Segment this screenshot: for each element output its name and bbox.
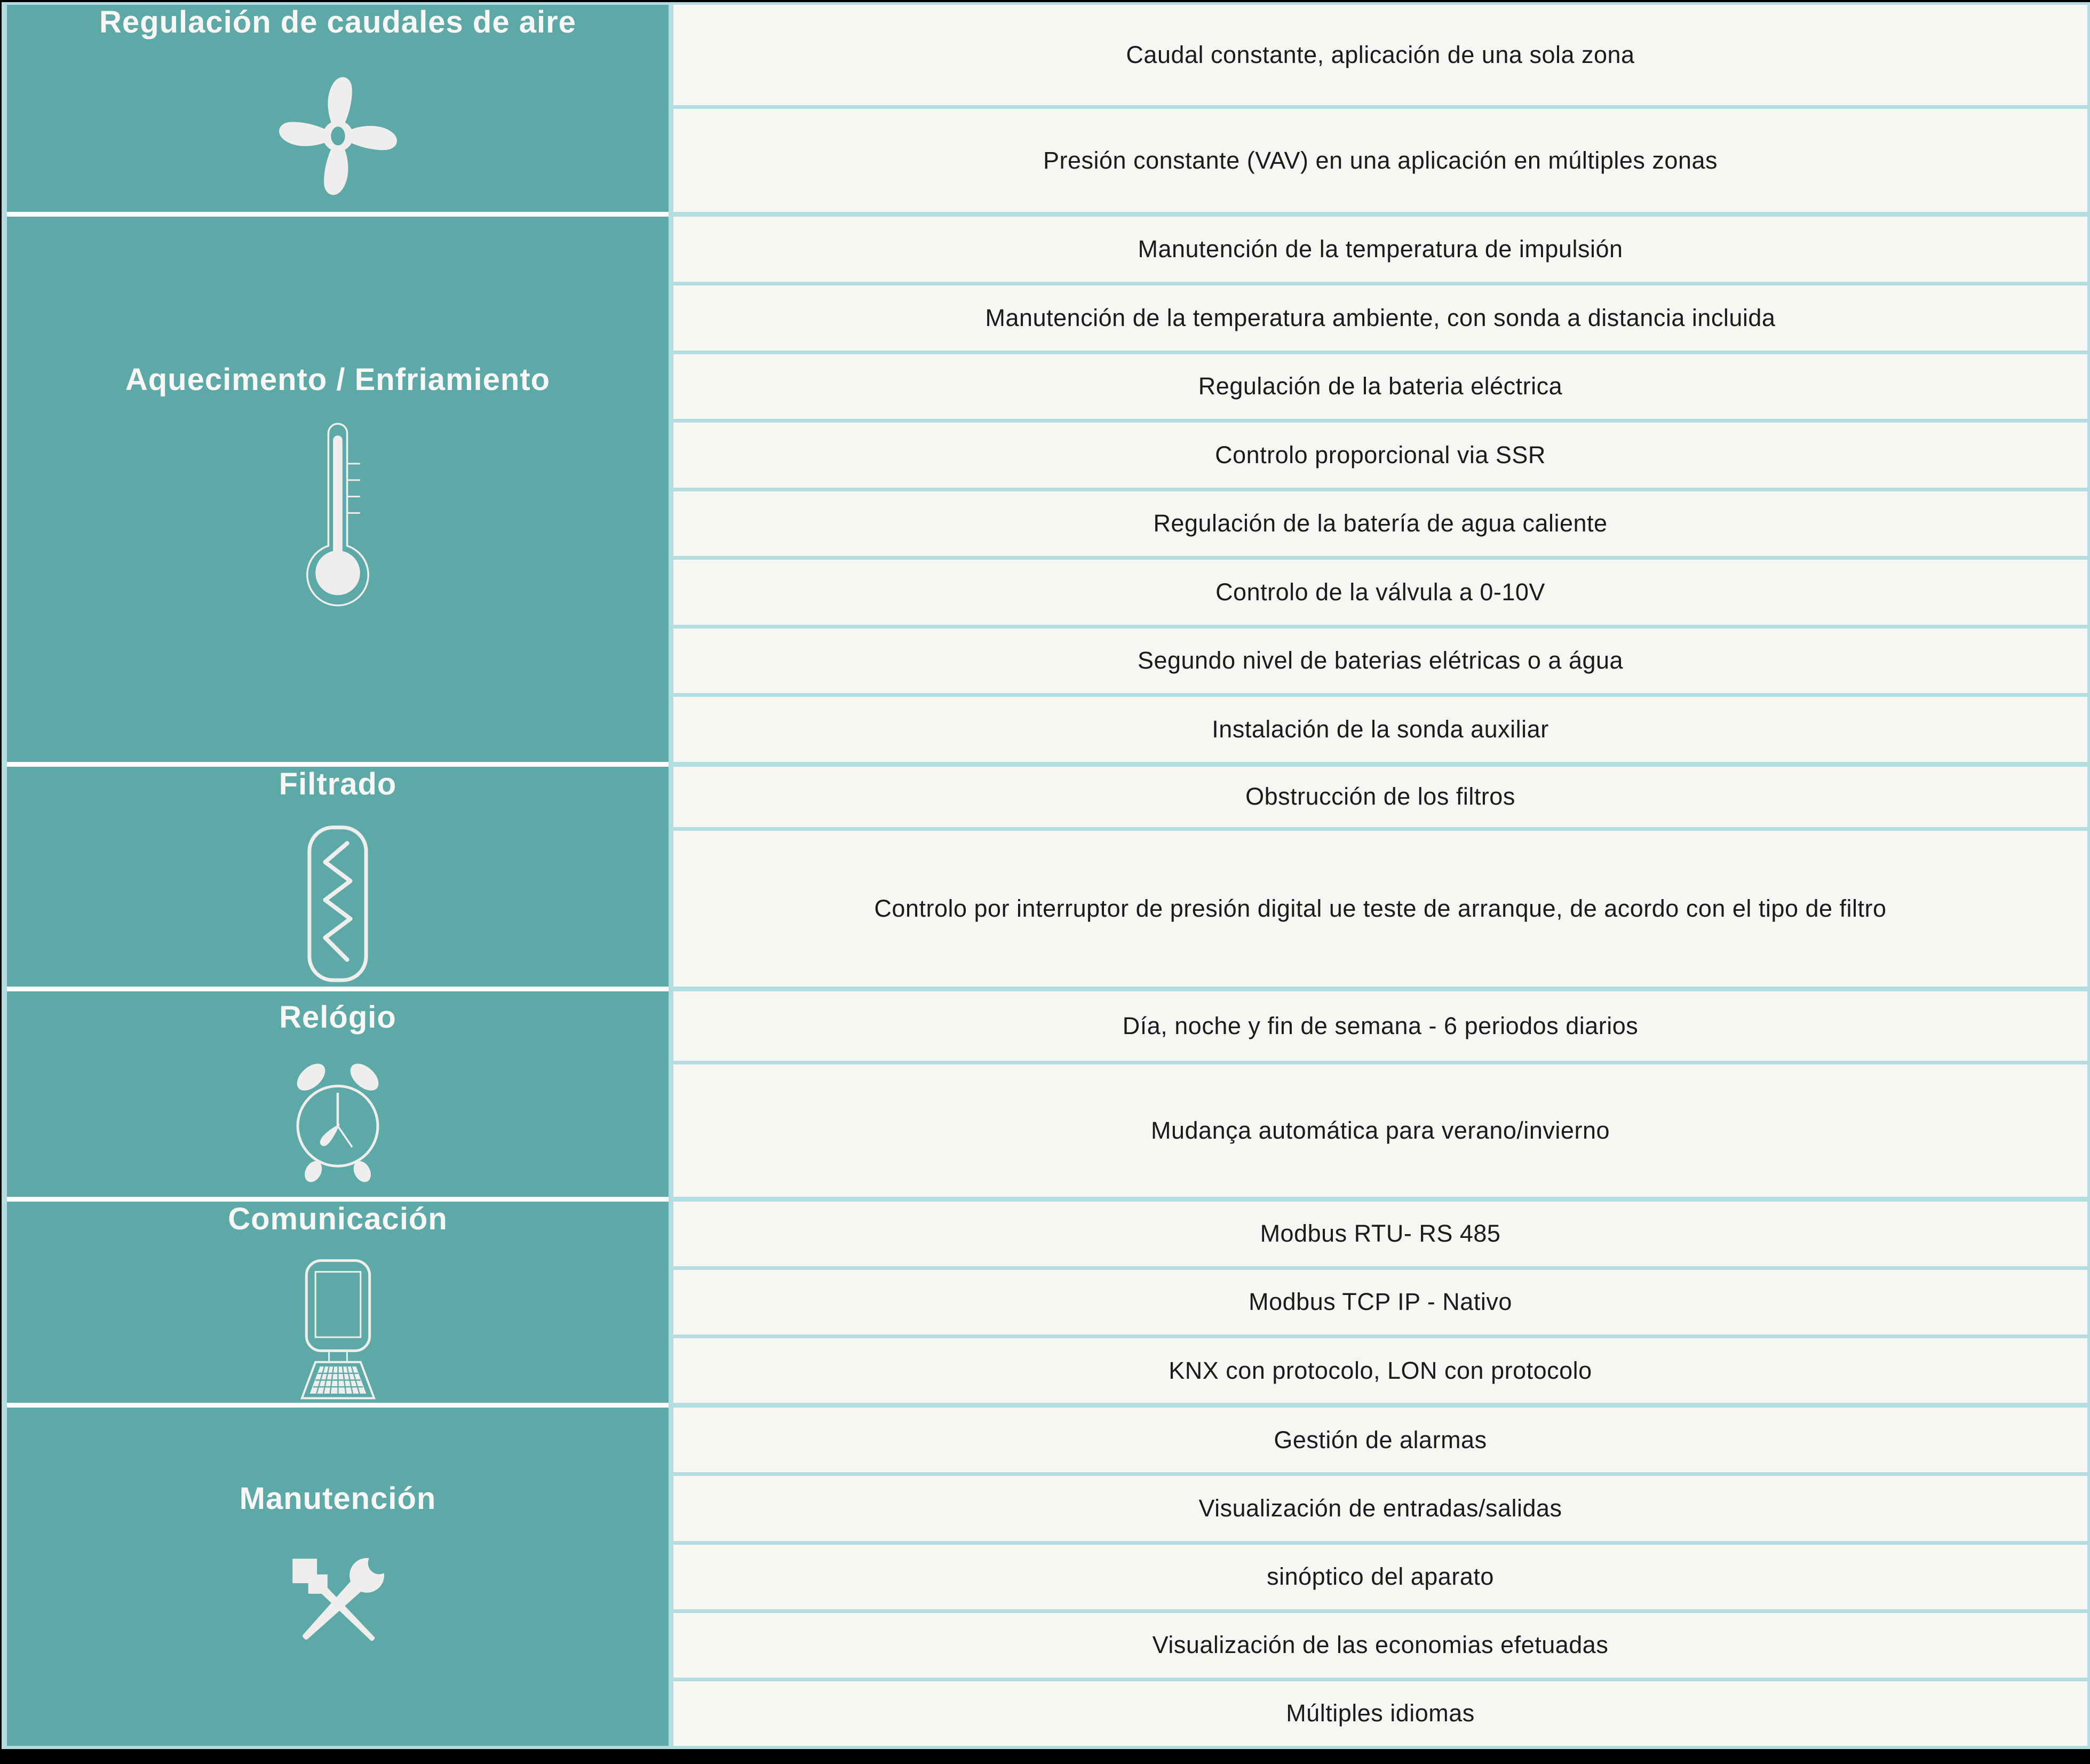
category-cell-communication [7,1202,669,1403]
feature-row: sinóptico del aparato [673,1545,2087,1609]
section-separator [7,987,2087,991]
category-cell-clock [7,991,669,1196]
column-divider [669,1408,673,1746]
feature-row: Mudança automática para verano/invierno [673,1064,2087,1196]
feature-row: Modbus TCP IP - Nativo [673,1270,2087,1334]
section-separator [7,212,2087,217]
feature-row: Regulación de la batería de agua caliente [673,491,2087,557]
section-airflow [7,5,2087,212]
section-communication [7,1202,2087,1403]
alarm-clock-icon [276,1055,399,1188]
section-title: Relógio [279,1000,396,1035]
section-clock [7,991,2087,1196]
feature-row: Segundo nivel de baterias elétricas o a água [673,629,2087,694]
feature-row: Regulación de la bateria eléctrica [673,354,2087,419]
feature-rows [673,767,2087,987]
category-cell-filtering [7,767,669,987]
feature-row: Día, noche y fin de semana - 6 periodos diarios [673,991,2087,1061]
feature-row: Modbus RTU- RS 485 [673,1202,2087,1266]
column-divider [669,217,673,761]
feature-row: KNX con protocolo, LON con protocolo [673,1338,2087,1403]
table-grid [7,5,2087,1746]
feature-rows [673,1408,2087,1746]
feature-row: Gestión de alarmas [673,1408,2087,1472]
feature-row: Controlo de la válvula a 0-10V [673,560,2087,625]
column-divider [669,1202,673,1403]
tools-icon [270,1536,406,1672]
feature-row: Manutención de la temperatura de impulsión [673,217,2087,282]
column-divider [669,767,673,987]
category-cell-maintenance [7,1408,669,1746]
section-filtering [7,767,2087,987]
feature-rows [673,217,2087,761]
feature-rows [673,991,2087,1196]
feature-row: Visualización de las economias efetuadas [673,1613,2087,1678]
section-separator [7,1197,2087,1202]
section-heating-cooling [7,217,2087,761]
thermometer-icon [303,417,373,616]
feature-row: Controlo por interruptor de presión digital ue teste de arranque, de acordo con el tipo de filtro [673,831,2087,987]
section-title: Regulación de caudales de aire [99,5,576,39]
section-title: Manutención [239,1481,436,1516]
section-separator [7,1403,2087,1408]
feature-rows [673,5,2087,212]
column-divider [669,991,673,1196]
section-title: Aquecimento / Enfriamiento [125,362,551,397]
section-title: Comunicación [228,1201,448,1236]
feature-row: Presión constante (VAV) en una aplicación en múltiples zonas [673,109,2087,212]
column-divider [669,5,673,212]
feature-row: Controlo proporcional via SSR [673,423,2087,488]
fan-icon [278,60,398,212]
section-separator [7,762,2087,767]
section-title: Filtrado [279,766,397,801]
category-cell-airflow [7,5,669,212]
laptop-icon [264,1256,412,1403]
section-maintenance [7,1408,2087,1746]
feature-row: Instalación de la sonda auxiliar [673,697,2087,762]
feature-row: Múltiples idiomas [673,1681,2087,1746]
feature-rows [673,1202,2087,1403]
filter-icon [288,821,387,987]
feature-row: Visualización de entradas/salidas [673,1476,2087,1540]
feature-table [2,2,2090,1749]
feature-row: Caudal constante, aplicación de una sola zona [673,5,2087,105]
feature-row: Obstrucción de los filtros [673,767,2087,827]
category-cell-heating-cooling [7,217,669,761]
feature-row: Manutención de la temperatura ambiente, con sonda a distancia incluida [673,285,2087,351]
